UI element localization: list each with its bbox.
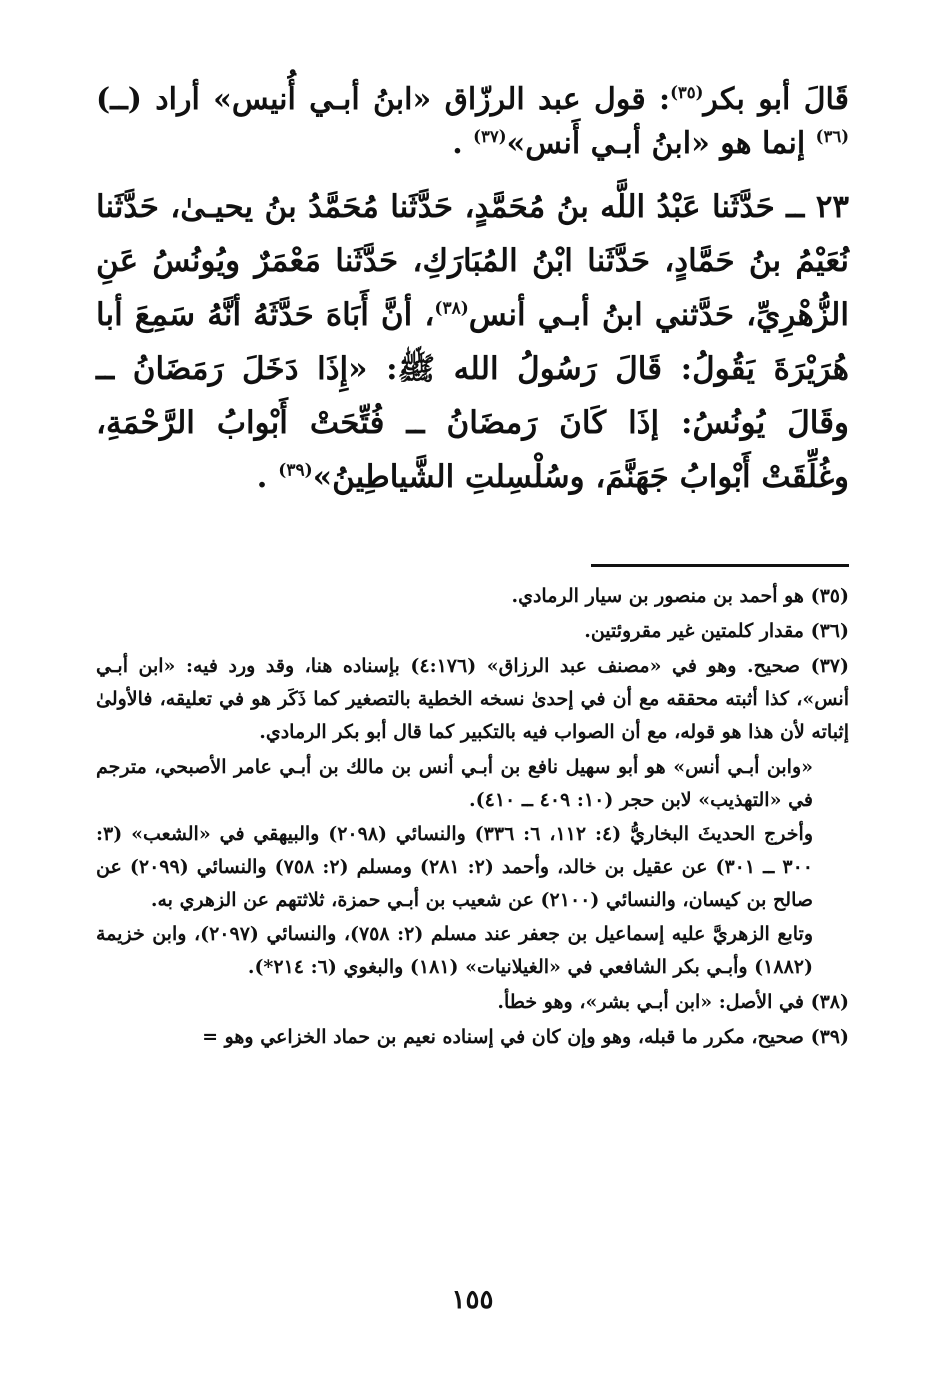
hadith-text-2: ، أنَّ أَبَاهَ حَدَّثَهُ أنَّهُ سَمِعَ أبا هُرَيْرَةَ يَقُولُ: قَالَ رَسُولُ الله ﷺ: «إِذَا دَخَلَ رَمَضَانُ ــ وقَالَ يُونُسُ: إذَا كَانَ رَمضَانُ ــ فُتِّحَتْ أَبْوابُ الرَّحْمَةِ، وغُلِّقَتْ أَبْوابُ جَهَنَّمَ، وسُلْسِلتِ الشَّياطِينُ» xyxy=(96,297,849,495)
footnote-ref-36: (٣٦) xyxy=(815,127,849,146)
hadith-number: ٢٣ xyxy=(815,189,849,225)
footnote-separator xyxy=(591,564,849,567)
footnote-37 xyxy=(96,650,849,749)
footnote-ref-35: (٣٥) xyxy=(670,83,704,102)
footnote-marker: (٣٥) xyxy=(810,585,849,607)
footnote-marker: (٣٧) xyxy=(810,655,849,677)
footnote-marker: (٣٦) xyxy=(810,620,849,642)
footnote-ref-37: (٣٧) xyxy=(473,127,507,146)
footnote-marker: (٣٩) xyxy=(810,1026,849,1048)
footnote-text: صحيح، مكرر ما قبله، وهو وإن كان في إسناده نعيم بن حماد الخزاعي وهو = xyxy=(202,1026,804,1048)
footnote-text: مقدار كلمتين غير مقروئتين. xyxy=(584,620,804,642)
page-number: ١٥٥ xyxy=(451,1285,494,1315)
footnote-39 xyxy=(96,1021,849,1054)
footnote-37-paragraph-3: وأخرج الحديثَ البخاريُّ (٤: ١١٢، ٦: ٣٣٦) والنسائي (٢٠٩٨) والبيهقي في «الشعب» (٣: ٣٠٠ ــ ٣٠١) عن عقيل بن خالد، وأحمد (٢: ٢٨١) ومسلم (٢: ٧٥٨) والنسائي (٢٠٩٩) عن صالح بن كيسان، والنسائي (٢١٠٠) عن شعيب بن أبـي حمزة، ثلاثتهم عن الزهري به. xyxy=(96,823,813,911)
footnote-ref-38: (٣٨) xyxy=(434,298,469,319)
footnote-marker: (٣٨) xyxy=(810,991,849,1013)
intro-text: قَالَ أبو بكر xyxy=(703,82,849,117)
hadith-end: . xyxy=(256,459,279,495)
footnote-text: في الأصل: «ابن أبـي بشر»، وهو خطأ. xyxy=(497,991,804,1013)
main-text xyxy=(96,78,849,504)
intro-text-3: إنما هو «ابنُ أبـي أَنس» xyxy=(506,126,816,161)
footnotes xyxy=(96,578,849,1056)
footnote-ref-39: (٣٩) xyxy=(278,460,313,481)
footnote-35 xyxy=(96,580,849,613)
footnote-37-paragraph-4: وتابع الزهريَّ عليه إسماعيل بن جعفر عند مسلم (٢: ٧٥٨)، والنسائي (٢٠٩٧)، وابن خزيمة (١٨٨٢) وأبـي بكر الشافعي في «الغيلانيات» (١٨١) والبغوي (٦: ٢١٤*). xyxy=(96,923,813,978)
intro-paragraph xyxy=(96,78,849,166)
hadith-paragraph xyxy=(96,180,849,504)
footnote-38 xyxy=(96,986,849,1019)
footnote-text: صحيح. وهو في «مصنف عبد الرزاق» (٤:١٧٦) بإسناده هنا، وقد ورد فيه: «ابن أبـي أنس»، كذا أثبته محققه مع أن في إحدىٰ نسخه الخطية بالتصغير كما ذَكَر هو في تعليقه، فالأولىٰ إثباته لأن هذا هو قوله، مع أن الصواب فيه بالتكبير كما قال أبو بكر الرمادي. xyxy=(96,655,849,743)
intro-end: . xyxy=(452,126,474,161)
hadith-text: ــ حَدَّثَنا عَبْدُ اللَّه بنُ مُحَمَّدٍ، حَدَّثَنا مُحَمَّدُ بنُ يحيـىٰ، حَدَّثَنا نُعَيْمُ بنُ حَمَّادٍ، حَدَّثَنا ابْنُ المُبَارَكِ، حَدَّثَنا مَعْمَرٌ ويُونُسُ عَنِ الزُّهْرِيِّ، حَدَّثني ابنُ أبـي أنس xyxy=(96,189,849,333)
footnote-37-paragraph-2: «وابن أبـي أنس» هو أبو سهيل نافع بن أبـي أنس بن مالك بن أبـي عامر الأصبحي، مترجم في «التهذيب» لابن حجر (١٠: ٤٠٩ ــ ٤١٠). xyxy=(96,756,813,811)
footnote-36 xyxy=(96,615,849,648)
footnote-text: هو أحمد بن منصور بن سيار الرمادي. xyxy=(511,585,804,607)
intro-text-2: : قول عبد الرزّاق «ابنُ أبـي أُنيس» أراد (ــ) xyxy=(96,82,671,117)
